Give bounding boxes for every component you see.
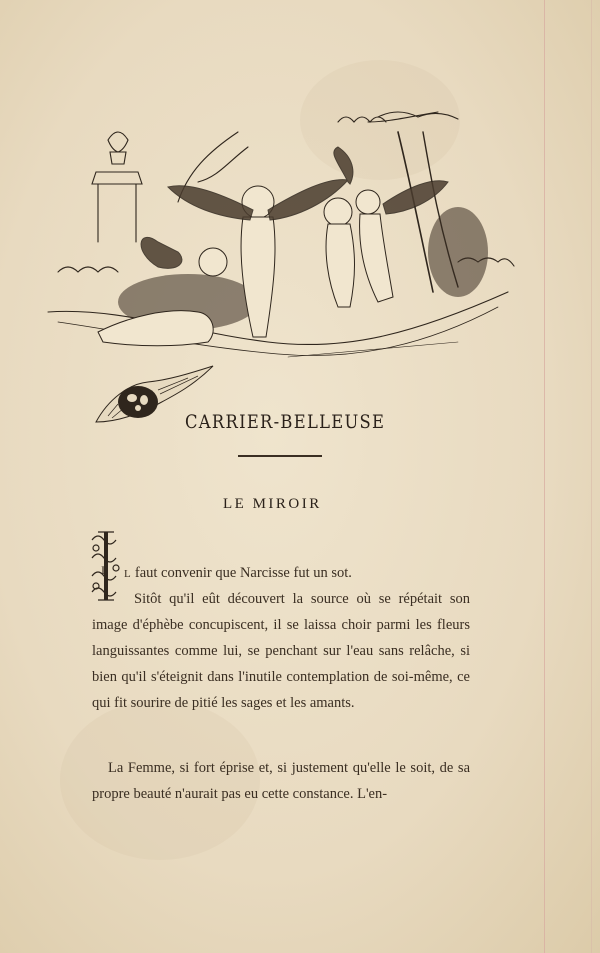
opening-line-text: faut convenir que Narcisse fut un sot. <box>131 565 352 581</box>
opening-smallcap: L <box>124 568 132 580</box>
title-divider-rule <box>238 455 322 457</box>
page-edge-line <box>591 0 592 953</box>
dropcap-letter: I <box>101 563 105 577</box>
page-margin-line <box>544 0 545 953</box>
section-title: LE MIROIR <box>223 496 322 512</box>
author-heading: CARRIER-BELLEUSE <box>185 411 386 433</box>
paragraph: La Femme, si fort éprise et, si justement qu'elle le soit, de sa propre beauté n'aurait pas eu cette constance. L'en- <box>92 760 470 802</box>
opening-line <box>124 560 352 587</box>
paragraph: Sitôt qu'il eût découvert la source où se répétait son image d'éphèbe concupiscent, il se laissa choir parmi les fleurs languissantes comme lui, se penchant sur l'eau sans relâche, si bien qu'il s'éteignit dans l'inutile contemplation de soi-même, ce qui fit sourire de pitié les sages et les amants. <box>92 591 470 711</box>
cherubs-vignette-illustration <box>38 92 518 392</box>
